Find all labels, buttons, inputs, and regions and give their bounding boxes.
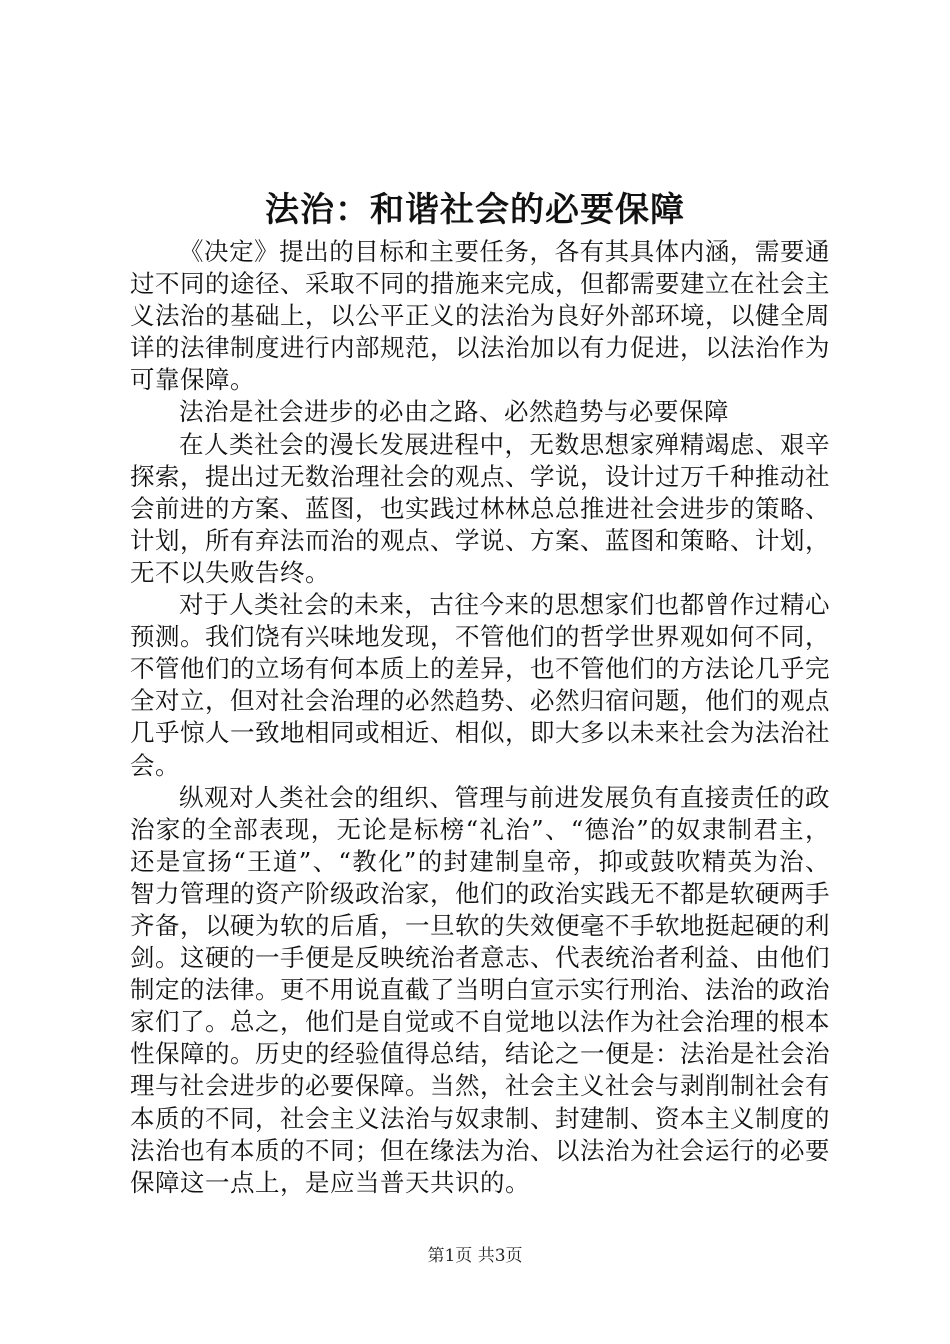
paragraph: 在人类社会的漫长发展进程中，无数思想家殚精竭虑、艰辛探索，提出过无数治理社会的观点、学说，设计过万千种推动社会前进的方案、蓝图，也实践过林林总总推进社会进步的策略、计划，所有弃法而治的观点、学说、方案、蓝图和策略、计划，无不以失败告终。 xyxy=(130,429,830,587)
paragraph: 对于人类社会的未来，古往今来的思想家们也都曾作过精心预测。我们饶有兴味地发现，不管他们的哲学世界观如何不同，不管他们的立场有何本质上的差异，也不管他们的方法论几乎完全对立，但对社会治理的必然趋势、必然归宿问题，他们的观点几乎惊人一致地相同或相近、相似，即大多以未来社会为法治社会。 xyxy=(130,590,830,780)
paragraph: 纵观对人类社会的组织、管理与前进发展负有直接责任的政治家的全部表现，无论是标榜“礼治”、“德治”的奴隶制君主，还是宣扬“王道”、“教化”的封建制皇帝，抑或鼓吹精英为治、智力管理的资产阶级政治家，他们的政治实践无不都是软硬两手齐备，以硬为软的后盾，一旦软的失效便毫不手软地挺起硬的利剑。这硬的一手便是反映统治者意志、代表统治者利益、由他们制定的法律。更不用说直截了当明白宣示实行刑治、法治的政治家们了。总之，他们是自觉或不自觉地以法作为社会治理的根本性保障的。历史的经验值得总结，结论之一便是：法治是社会治理与社会进步的必要保障。当然，社会主义社会与剥削制社会有本质的不同，社会主义法治与奴隶制、封建制、资本主义制度的法治也有本质的不同；但在缘法为治、以法治为社会运行的必要保障这一点上，是应当普天共识的。 xyxy=(130,782,830,1197)
document-body xyxy=(130,236,830,1199)
page-title: 法治：和谐社会的必要保障 xyxy=(265,190,685,230)
paragraph: 《决定》提出的目标和主要任务，各有其具体内涵，需要通过不同的途径、采取不同的措施来完成，但都需要建立在社会主义法治的基础上，以公平正义的法治为良好外部环境，以健全周详的法律制度进行内部规范，以法治加以有力促进，以法治作为可靠保障。 xyxy=(130,237,830,395)
page-footer: 第1页 共3页 xyxy=(427,1246,523,1266)
section-heading: 法治是社会进步的必由之路、必然趋势与必要保障 xyxy=(179,397,729,427)
